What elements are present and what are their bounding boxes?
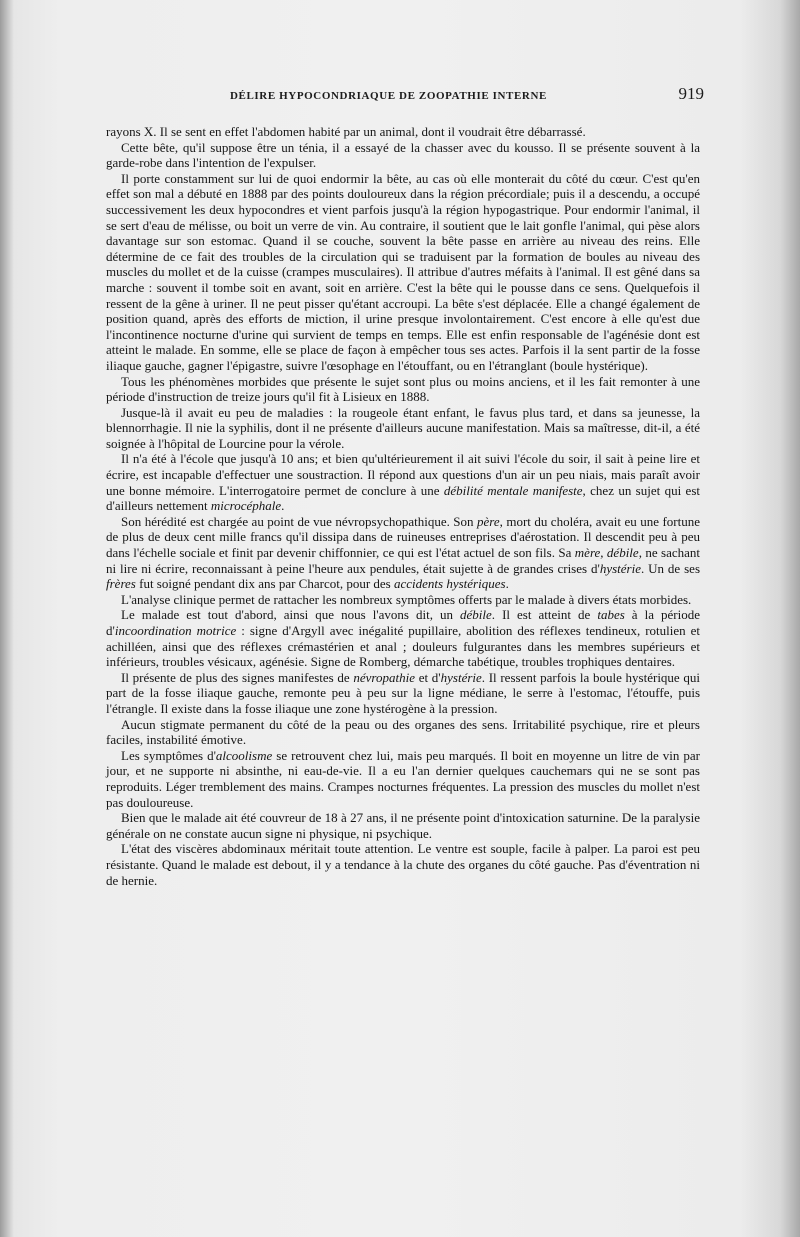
text-run: Jusque-là il avait eu peu de maladies : la rougeole étant enfant, le favus plus tard, et dans sa jeunesse, la blennorrhagie. Il nie la syphilis, dont il ne présente d'ailleurs aucune manifestation. Mais sa maîtresse, dit-il, a été soignée à l'hôpital de Lourcine pour la vérole.: [106, 404, 700, 451]
italic-phrase: tabes: [597, 607, 625, 623]
text-run: . Un de ses: [640, 560, 700, 576]
paragraph: [106, 124, 700, 140]
paragraph: [106, 514, 700, 592]
text-run: Le malade est tout d'abord, ainsi que nous l'avons dit, un: [121, 607, 461, 623]
paragraph: [106, 592, 700, 608]
text-run: Il n'a été à l'école que jusqu'à 10 ans; et bien qu'ultérieurement il ait suivi l'école du soir, il sait à peine lire et écrire, est incapable d'effectuer une soustraction. Il répond aux questions d'un air un peu niais, mais paraît avoir une bonne mémoire. L'interrogatoire permet de conclure à une: [106, 451, 700, 498]
text-run: Il présente de plus des signes manifestes de: [121, 669, 354, 685]
italic-phrase: alcoolisme: [215, 747, 273, 763]
italic-phrase: microcéphale: [210, 498, 282, 514]
text-run: se retrouvent chez lui, mais peu marqués. Il boit en moyenne un litre de vin par jour, et ne supporte ni absinthe, ni eau-de-vie. Il a eu l'an dernier quelques cauchemars qui ne se sont pas reproduits. Léger tremblement des mains. Crampes nocturnes fréquentes. La pression des muscles du mollet n'est pas douloureuse.: [106, 747, 700, 810]
paragraph: [106, 670, 700, 717]
italic-phrase: mère, débile: [574, 545, 639, 561]
paragraph: [106, 607, 700, 669]
italic-phrase: incoordination motrice: [114, 623, 237, 638]
text-run: , ne sachant ni lire ni écrire, reconnaissant à peine l'heure aux pendules, était sujette à de grandes crises d': [106, 545, 700, 576]
italic-phrase: hystérie: [599, 560, 641, 576]
running-head: [110, 86, 704, 108]
paragraph: [106, 748, 700, 810]
paragraph: [106, 140, 700, 171]
text-run: et d': [415, 669, 441, 685]
text-run: , chez un sujet qui est d'ailleurs nettement: [106, 482, 700, 514]
paragraph: [106, 841, 700, 888]
paragraph: [106, 451, 700, 513]
text-run: Aucun stigmate permanent du côté de la peau ou des organes des sens. Irritabilité psychique, rire et pleurs faciles, instabilité émotive.: [106, 716, 700, 748]
text-run: .: [281, 498, 285, 514]
italic-phrase: frères: [106, 576, 136, 592]
paragraph: [106, 374, 700, 405]
italic-phrase: accidents hystériques: [394, 576, 506, 592]
text-run: Les symptômes d': [121, 747, 216, 763]
italic-phrase: père: [477, 513, 500, 529]
text-run: fut soigné pendant dix ans par Charcot, pour des: [135, 576, 394, 592]
paragraph: [106, 810, 700, 841]
page-number: 919: [678, 84, 704, 103]
paragraph: [106, 717, 700, 748]
text-run: : signe d'Argyll avec inégalité pupillaire, abolition des réflexes tendineux, rotulien et achilléen, ainsi que des réflexes crémastérien et anal ; douleurs fulgurantes dans les membres supérieurs et inférieurs, troubles vésicaux, agénésie. Signe de Romberg, démarche tabétique, troubles trophiques dentaires.: [106, 623, 700, 670]
text-run: . Il est atteint de: [491, 607, 598, 623]
text-run: Son hérédité est chargée au point de vue névropsychopathique. Son: [121, 513, 477, 529]
italic-phrase: débile: [460, 607, 492, 623]
italic-phrase: hystérie: [440, 669, 482, 685]
text-run: rayons X. Il se sent en effet l'abdomen habité par un animal, dont il voudrait être débarrassé.: [106, 124, 586, 139]
text-run: Tous les phénomènes morbides que présente le sujet sont plus ou moins anciens, et il les fait remonter à une période d'instruction de treize jours qu'il fit à Lisieux en 1888.: [106, 373, 700, 405]
text-run: L'état des viscères abdominaux méritait toute attention. Le ventre est souple, facile à palper. La paroi est peu résistante. Quand le malade est debout, il y a tendance à la chute des organes du côté gauche. Pas d'éventration ni de hernie.: [106, 841, 700, 888]
text-run: à la période d': [106, 607, 700, 638]
text-run: Bien que le malade ait été couvreur de 18 à 27 ans, il ne présente point d'intoxication saturnine. De la paralysie générale on ne constate aucun signe ni physique, ni psychique.: [106, 810, 700, 841]
body-text: [106, 124, 700, 888]
italic-phrase: névropathie: [353, 669, 416, 685]
text-run: , mort du choléra, avait eu une fortune de plus de deux cent mille francs qu'il dissipa dans de ruineuses entreprises d'aérostation. Il descendit peu à peu dans l'échelle sociale et finit par devenir chiffonnier, ce qui est l'état actuel de son fils. Sa: [106, 513, 700, 561]
paragraph: [106, 405, 700, 452]
text-run: Il porte constamment sur lui de quoi endormir la bête, au cas où elle monterait du côté du cœur. C'est qu'en effet son mal a débuté en 1888 par des points douloureux dans la région précordiale; puis il a descendu, a occupé successivement les deux hypocondres et vient parfois jusqu'à la région hypogastrique. Pour endormir l'animal, il se sert d'eau de mélisse, ou boit un verre de vin. Au contraire, il soutient que le lait gonfle l'animal, qui pèse alors davantage sur son estomac. Quand il se couche, souvent la bête passe en arrière au niveau des reins. Elle détermine de ce fait des troubles de la circulation qui se traduisent par la formation de boules au niveau des muscles du mollet et de la cuisse (crampes musculaires). Il attribue d'autres méfaits à l'animal. Il est gêné dans sa marche : souvent il tombe soit en avant, soit en arrière. C'est la bête qui le pousse dans ce sens. Quelquefois il ressent de la gêne à uriner. Il ne peut pisser qu'étant accroupi. La bête s'est déplacée. Elle a changé également de position quand, après des efforts de miction, il urine presque involontairement. C'est encore à elle qu'est due l'incontinence nocturne d'urine qui survient de temps en temps. Elle est enfin responsable de l'agénésie dont est atteint le malade. En somme, elle se place de façon à empêcher tous ses actes. Parfois il la sent partir de la fosse iliaque gauche, gagner l'épigastre, suivre l'œsophage en l'étouffant, ou en l'étranglant (boule hystérique).: [106, 170, 700, 373]
paragraph: [106, 171, 700, 374]
running-title: DÉLIRE HYPOCONDRIAQUE DE ZOOPATHIE INTERNE: [230, 90, 547, 102]
text-run: Cette bête, qu'il suppose être un ténia, il a essayé de la chasser avec du kousso. Il se présente souvent à la garde-robe dans l'intention de l'expulser.: [106, 139, 700, 171]
text-run: .: [505, 576, 509, 592]
text-run: . Il ressent parfois la boule hystérique qui part de la fosse iliaque gauche, remonte peu à peu sur la ligne médiane, le serre à l'estomac, l'étouffe, puis l'étrangle. Il existe dans la fosse iliaque une zone hystérogène à la pression.: [106, 669, 701, 716]
text-run: L'analyse clinique permet de rattacher les nombreux symptômes offerts par le malade à divers états morbides.: [121, 591, 692, 607]
italic-phrase: débilité mentale manifeste: [443, 482, 583, 498]
